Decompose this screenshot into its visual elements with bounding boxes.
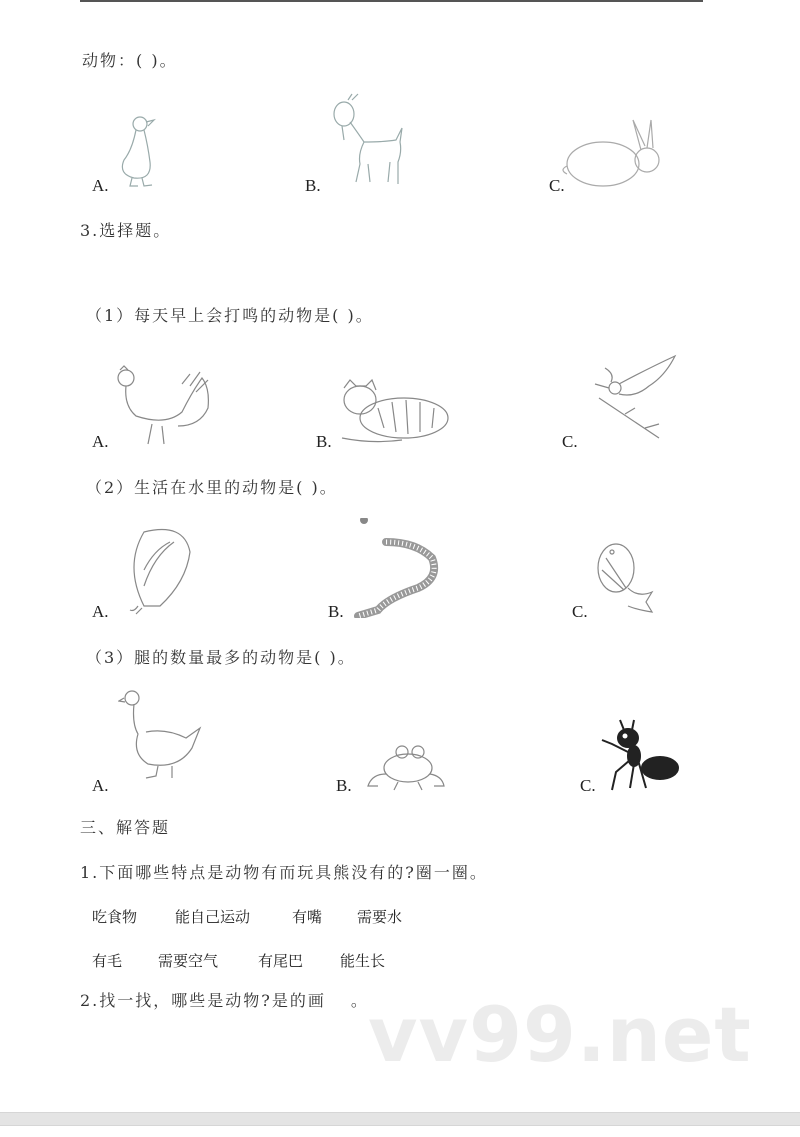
page-bottom-scrollbar[interactable] xyxy=(0,1112,800,1126)
option-label: B. xyxy=(316,432,332,451)
watermark: vv99.net xyxy=(368,990,752,1079)
section-title: 3.选择题。 xyxy=(80,221,172,240)
ant-image xyxy=(598,716,682,792)
goose-image xyxy=(118,688,202,782)
earthworm-image xyxy=(350,518,448,618)
option-label: B. xyxy=(328,602,344,621)
option-label: A. xyxy=(92,176,109,195)
question-2-prompt: （2）生活在水里的动物是( )。 xyxy=(86,478,338,497)
cat-image xyxy=(338,378,452,446)
option-label: A. xyxy=(92,602,109,621)
part3-question-2: 2.找一找，哪些是动物?是的画 。 xyxy=(80,991,369,1010)
option-label: A. xyxy=(92,776,109,795)
bird-image xyxy=(585,354,685,446)
trait-item: 能生长 xyxy=(340,952,386,970)
trait-item: 能自己运动 xyxy=(175,908,251,926)
trait-item: 需要空气 xyxy=(158,952,219,970)
trait-item: 吃食物 xyxy=(92,908,138,926)
frog-image xyxy=(362,744,446,792)
option-label: C. xyxy=(562,432,578,451)
rabbit-image xyxy=(555,118,670,190)
butterfly-image xyxy=(124,526,192,616)
part-title: 三、解答题 xyxy=(80,818,171,837)
option-label: C. xyxy=(580,776,596,795)
option-label: A. xyxy=(92,432,109,451)
option-label: C. xyxy=(549,176,565,195)
trait-item: 有嘴 xyxy=(292,908,323,926)
fish-image xyxy=(594,538,654,614)
part3-question-1: 1.下面哪些特点是动物有而玩具熊没有的?圈一圈。 xyxy=(80,863,488,882)
page-top-rule xyxy=(80,0,703,2)
trait-item: 需要水 xyxy=(357,908,403,926)
question-1-prompt: （1）每天早上会打鸣的动物是( )。 xyxy=(86,306,374,325)
question-3-prompt: （3）腿的数量最多的动物是( )。 xyxy=(86,648,356,667)
rooster-image xyxy=(112,364,214,448)
option-label: B. xyxy=(305,176,321,195)
goat-image xyxy=(328,92,408,190)
option-label: C. xyxy=(572,602,588,621)
trait-item: 有毛 xyxy=(92,952,123,970)
duck-image xyxy=(112,112,162,190)
question-prompt: 动物：( )。 xyxy=(82,51,178,70)
trait-item: 有尾巴 xyxy=(258,952,304,970)
option-label: B. xyxy=(336,776,352,795)
